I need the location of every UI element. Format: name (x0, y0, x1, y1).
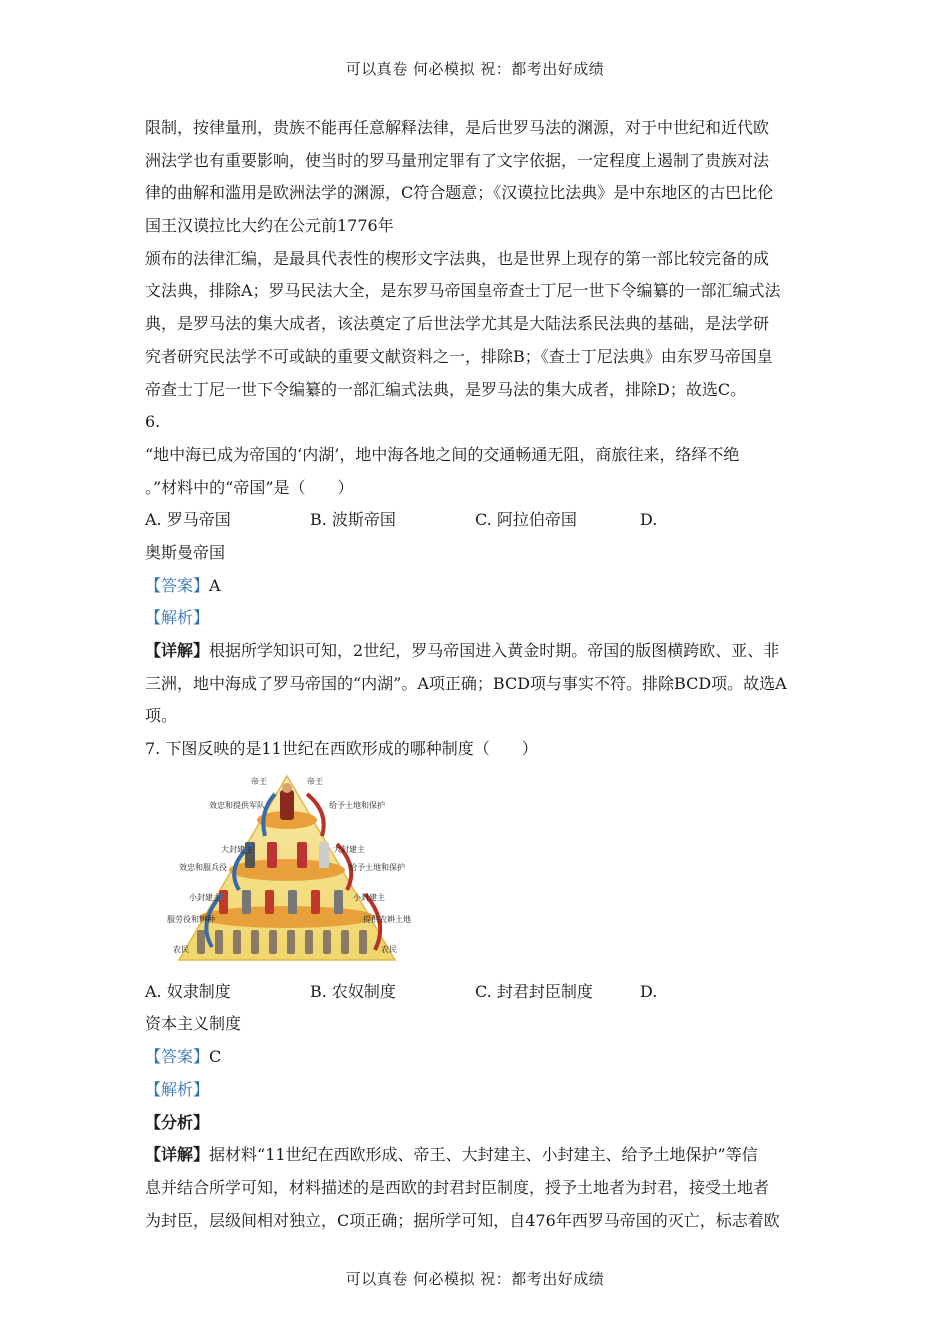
answer-line (145, 570, 805, 603)
detail-text: 据材料“11世纪在西欧形成、帝王、大封建主、小封建主、给予土地保护”等信 (209, 1145, 758, 1165)
detail-text: 三洲，地中海成了罗马帝国的“内湖”。A项正确；BCD项与事实不符。排除BCD项。故选A (145, 673, 787, 693)
figure-label: 大封建主 (221, 844, 253, 854)
feudal-pyramid-figure (145, 772, 805, 968)
emperor-figure (280, 790, 294, 820)
text-line: 国王汉谟拉比大约在公元前1776年 (145, 216, 394, 236)
question-7-stem: 7. 下图反映的是11世纪在西欧形成的哪种制度（ ） (145, 739, 538, 759)
detail-text: 息并结合所学可知，材料描述的是西欧的封君封臣制度，授予土地者为封君，接受土地者 (145, 1177, 770, 1197)
answer-label: 【答案】 (145, 575, 210, 595)
analysis-label: 【解析】 (145, 1079, 210, 1099)
figure-label: 服劳役和耕种 (167, 914, 215, 924)
detail-line (145, 1139, 805, 1172)
option-a: A. 奴隶制度 (145, 981, 231, 1001)
page-header: 可以真卷 何必模拟 祝：都考出好成绩 (345, 60, 605, 78)
analysis-label: 【解析】 (145, 608, 210, 628)
detail-text: 根据所学知识可知，2世纪，罗马帝国进入黄金时期。帝国的版图横跨欧、亚、非 (209, 641, 780, 660)
option-c: C. 阿拉伯帝国 (475, 510, 577, 530)
answer-line (145, 1041, 805, 1074)
text-line: 典，是罗马法的集大成者，该法奠定了后世法学尤其是大陆法系民法典的基础，是法学研 (145, 314, 770, 334)
figure-label: 农民 (381, 944, 397, 954)
detail-label: 【详解】 (145, 1145, 210, 1165)
text-line: 洲法学也有重要影响，使当时的罗马量刑定罪有了文字依据，一定程度上遏制了贵族对法 (145, 150, 770, 170)
option-a: A. 罗马帝国 (145, 510, 231, 530)
question-6-stem: 。”材料中的“帝国”是（ ） (145, 477, 354, 497)
page-footer: 可以真卷 何必模拟 祝：都考出好成绩 (345, 1270, 605, 1288)
option-d: D. (640, 981, 658, 1001)
figure-label: 效忠和提供军队 (209, 800, 265, 810)
figure-label: 给予土地和保护 (329, 800, 385, 810)
text-line: 究者研究民法学不可或缺的重要文献资料之一，排除B；《查士丁尼法典》由东罗马帝国皇 (145, 346, 773, 366)
option-d: D. (640, 510, 658, 530)
pyramid-illustration (167, 772, 417, 968)
answer-value: C (209, 1047, 222, 1067)
figure-label: 给予土地和保护 (349, 862, 405, 872)
detail-text: 项。 (145, 706, 178, 726)
figure-label: 大封建主 (333, 844, 365, 854)
figure-label: 农民 (173, 944, 189, 954)
figure-label: 提供农耕土地 (363, 914, 411, 924)
text-line: 颁布的法律汇编，是最具代表性的楔形文字法典，也是世界上现存的第一部比较完备的成 (145, 248, 770, 268)
question-6-options (145, 504, 805, 537)
text-line: 律的曲解和滥用是欧洲法学的渊源，C符合题意；《汉谟拉比法典》是中东地区的古巴比伦 (145, 183, 774, 203)
detail-text: 为封臣，层级间相对独立，C项正确；据所学可知，自476年西罗马帝国的灭亡，标志着欧 (145, 1210, 780, 1230)
question-6-stem: “地中海已成为帝国的‘内湖’，地中海各地之间的交通畅通无阻，商旅往来，络绎不绝 (145, 444, 740, 464)
answer-value: A (209, 575, 221, 595)
emperor-figure (282, 783, 292, 793)
figure-label: 效忠和服兵役 (179, 862, 227, 872)
figure-label: 小封建主 (353, 892, 385, 902)
text-line: 限制，按律量刑，贵族不能再任意解释法律，是后世罗马法的渊源，对于中世纪和近代欧 (145, 118, 770, 137)
answer-label: 【答案】 (145, 1047, 210, 1067)
option-d-text: 资本主义制度 (145, 1014, 242, 1034)
option-b: B. 农奴制度 (310, 981, 396, 1001)
question-7-options (145, 976, 805, 1009)
document-body (145, 112, 805, 1237)
detail-label: 【详解】 (145, 641, 210, 660)
option-c: C. 封君封臣制度 (475, 981, 593, 1001)
fenxi-label: 【分析】 (145, 1112, 210, 1132)
option-d-text: 奥斯曼帝国 (145, 542, 226, 562)
detail-line (145, 635, 805, 668)
figure-label: 帝王 (251, 776, 267, 786)
text-line: 文法典，排除A；罗马民法大全，是东罗马帝国皇帝查士丁尼一世下令编纂的一部汇编式法 (145, 281, 781, 301)
figure-label: 帝王 (307, 776, 323, 786)
figure-label: 小封建主 (189, 892, 221, 902)
question-6-number: 6. (145, 412, 161, 432)
option-b: B. 波斯帝国 (310, 510, 396, 530)
text-line: 帝查士丁尼一世下令编纂的一部汇编式法典，是罗马法的集大成者，排除D；故选C。 (145, 379, 747, 399)
